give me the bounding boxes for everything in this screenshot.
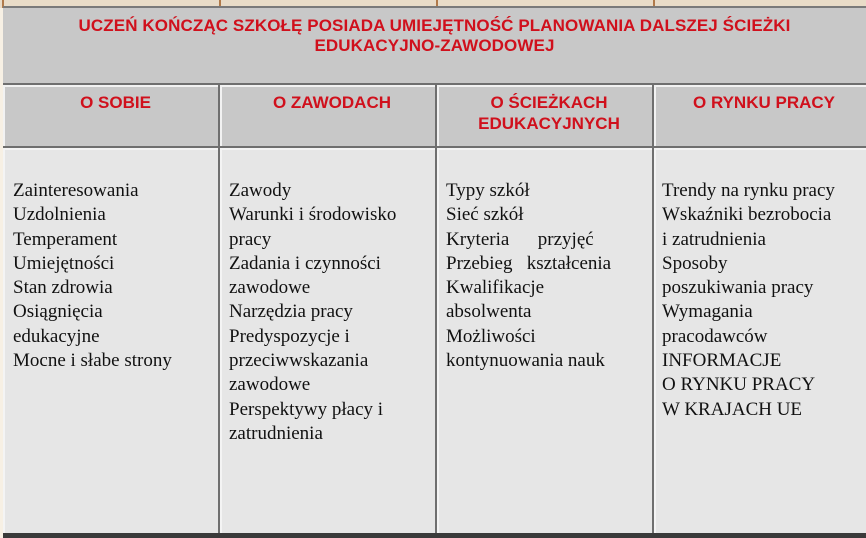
list-item: Wskaźniki bezrobocia: [662, 204, 832, 226]
list-item: Osiągnięcia: [13, 301, 103, 323]
list-item: pracy: [229, 228, 272, 250]
list-item: Warunki i środowisko: [229, 204, 397, 226]
list-item: Predyspozycje i: [229, 325, 350, 347]
list-item: Zadania i czynności: [229, 252, 381, 274]
planning-table: [3, 6, 866, 538]
list-item: zatrudnienia: [229, 422, 323, 444]
column-header-o-sobie: [3, 85, 218, 146]
column-header-o-rynku-pracy: [654, 85, 866, 146]
list-item: Sposoby: [662, 252, 728, 274]
list-item: pracodawców: [662, 325, 768, 347]
list-item: kontynuowania nauk: [446, 350, 605, 372]
column-body-o-rynku-pracy: [654, 148, 866, 536]
table-title-line-2: EDUKACYJNO-ZAWODOWEJ: [314, 36, 555, 55]
list-item: Możliwości: [446, 325, 536, 347]
column-body-o-sobie: [3, 148, 218, 536]
table-title-line-1: UCZEŃ KOŃCZĄC SZKOŁĘ POSIADA UMIEJĘTNOŚĆ PLANOWANIA DALSZEJ ŚCIEŻKI: [78, 16, 791, 35]
list-item: Przebieg kształcenia: [446, 252, 612, 274]
list-item: Wymagania: [662, 301, 753, 323]
list-item: Sieć szkół: [446, 204, 524, 226]
list-item: Uzdolnienia: [13, 204, 106, 226]
list-item: przeciwwskazania: [229, 350, 369, 372]
bottom-border: [3, 533, 866, 538]
list-item: Narzędzia pracy: [229, 301, 353, 323]
list-item: Mocne i słabe strony: [13, 350, 172, 372]
list-item: O RYNKU PRACY: [662, 374, 816, 396]
list-item: i zatrudnienia: [662, 228, 766, 250]
list-item: Perspektywy płacy i: [229, 398, 384, 420]
list-item: edukacyjne: [13, 325, 100, 347]
column-body-o-zawodach: [220, 148, 435, 536]
list-item: Zainteresowania: [13, 180, 139, 201]
list-item: zawodowe: [229, 277, 311, 299]
list-item: Kwalifikacje: [446, 277, 545, 299]
table-title: [3, 6, 866, 83]
list-item: Kryteria przyjęć: [446, 228, 594, 250]
column-header-text: O ŚCIEŻKACH: [490, 93, 608, 112]
list-item: Umiejętności: [13, 252, 115, 274]
list-item: Zawody: [229, 180, 292, 201]
list-item: INFORMACJE: [662, 350, 782, 372]
column-header-text: O ZAWODACH: [272, 93, 392, 112]
column-header-text: O SOBIE: [80, 93, 151, 112]
list-item: Temperament: [13, 228, 118, 250]
list-item: zawodowe: [229, 374, 311, 396]
list-item: Typy szkół: [446, 180, 530, 201]
column-body-o-sciezkach-edukacyjnych: [437, 148, 652, 536]
column-header-o-sciezkach-edukacyjnych: [437, 85, 652, 146]
column-header-text: O RYNKU PRACY: [693, 93, 835, 112]
list-item: Trendy na rynku pracy: [662, 180, 835, 201]
list-item: W KRAJACH UE: [662, 398, 803, 420]
list-item: absolwenta: [446, 301, 532, 323]
list-item: Stan zdrowia: [13, 277, 113, 299]
column-header-text: EDUKACYJNYCH: [478, 114, 620, 133]
column-header-o-zawodach: [220, 85, 435, 146]
list-item: poszukiwania pracy: [662, 277, 814, 299]
